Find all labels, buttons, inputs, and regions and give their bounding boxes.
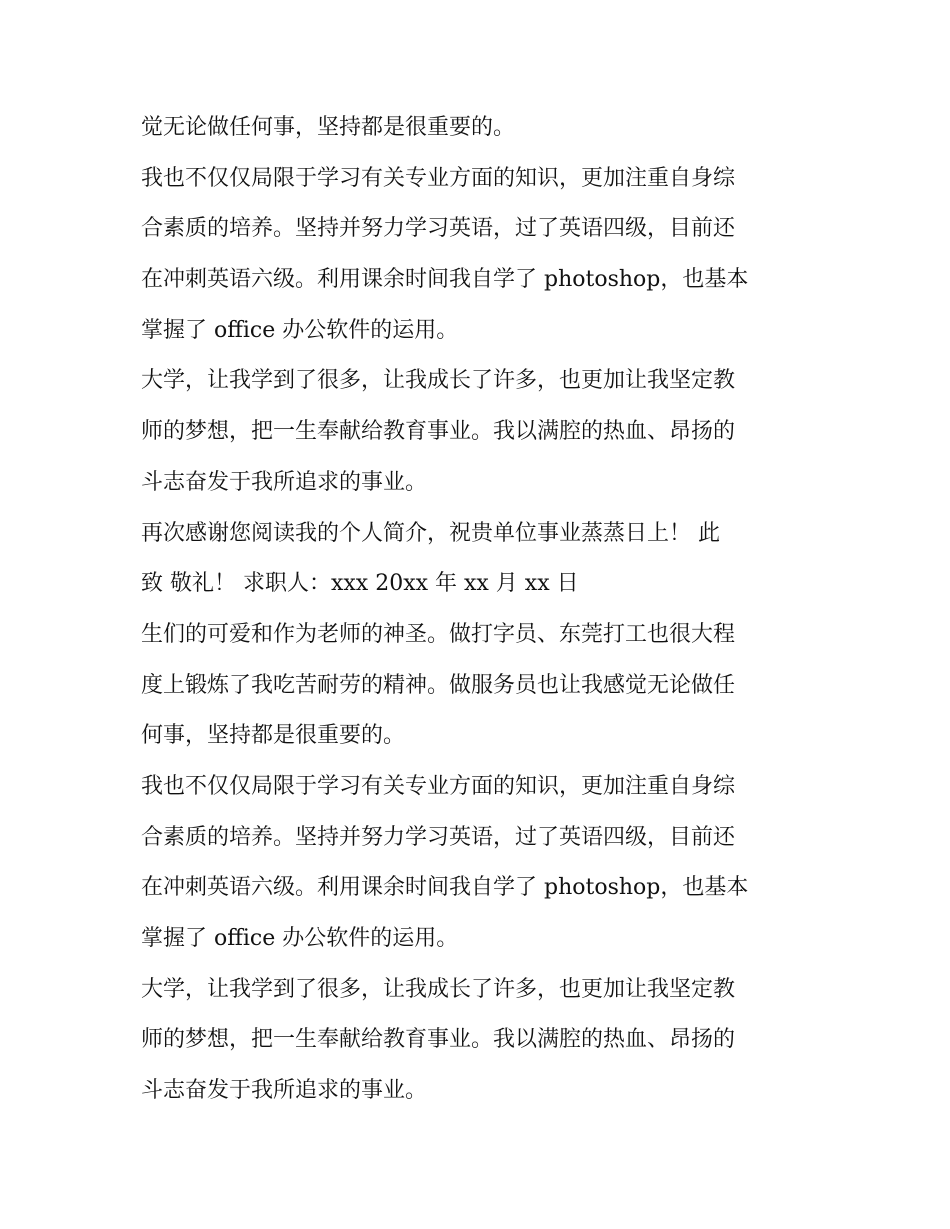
text-line: 大学，让我学到了很多，让我成长了许多，也更加让我坚定教: [141, 368, 736, 394]
text-line: 再次感谢您阅读我的个人简介，祝贵单位事业蒸蒸日上！ 此: [141, 520, 720, 546]
text-line: 在冲刺英语六级。利用课余时间我自学了 photoshop，也基本: [141, 875, 749, 901]
text-line: 生们的可爱和作为老师的神圣。做打字员、东莞打工也很大程: [141, 621, 736, 647]
text-line: 度上锻炼了我吃苦耐劳的精神。做服务员也让我感觉无论做任: [141, 672, 736, 698]
text-line: 掌握了 office 办公软件的运用。: [141, 926, 459, 951]
text-line: 我也不仅仅局限于学习有关专业方面的知识，更加注重自身综: [141, 773, 736, 799]
text-line: 大学，让我学到了很多，让我成长了许多，也更加让我坚定教: [141, 976, 736, 1002]
text-line: 师的梦想，把一生奉献给教育事业。我以满腔的热血、昂扬的: [141, 1027, 736, 1053]
text-line: 致 敬礼！ 求职人：xxx 20xx 年 xx 月 xx 日: [141, 571, 579, 597]
text-line: 觉无论做任何事，坚持都是很重要的。: [141, 115, 516, 140]
text-line: 斗志奋发于我所追求的事业。: [141, 1078, 428, 1104]
text-line: 师的梦想，把一生奉献给教育事业。我以满腔的热血、昂扬的: [141, 419, 736, 445]
text-line: 在冲刺英语六级。利用课余时间我自学了 photoshop，也基本: [141, 267, 749, 293]
text-line: 合素质的培养。坚持并努力学习英语，过了英语四级，目前还: [141, 824, 736, 850]
text-line: 何事，坚持都是很重要的。: [141, 723, 406, 749]
text-line: 合素质的培养。坚持并努力学习英语，过了英语四级，目前还: [141, 216, 736, 242]
text-line: 掌握了 office 办公软件的运用。: [141, 317, 459, 343]
document-body: [141, 103, 821, 1117]
text-line: 我也不仅仅局限于学习有关专业方面的知识，更加注重自身综: [141, 165, 736, 191]
text-line: 斗志奋发于我所追求的事业。: [141, 469, 428, 495]
